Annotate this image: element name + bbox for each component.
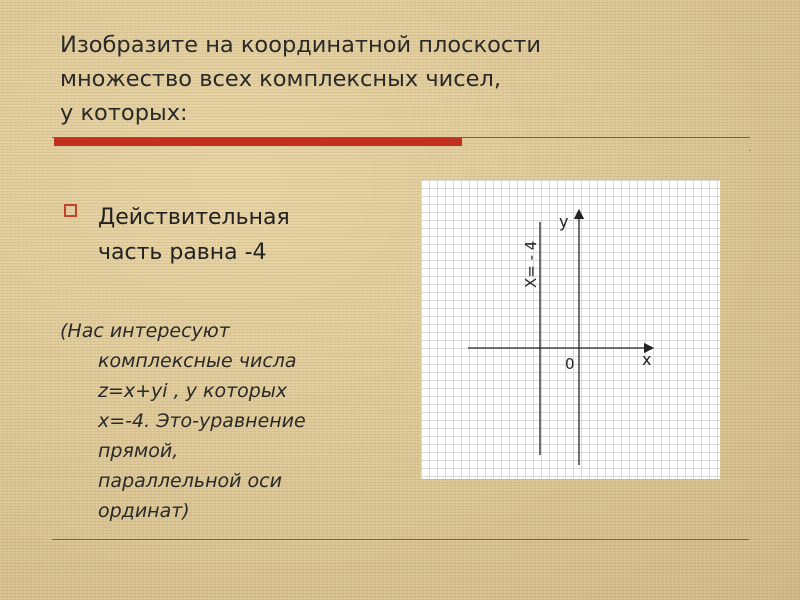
slide-title	[60, 28, 760, 130]
note-line-6: параллельной оси	[98, 470, 282, 492]
bullet-square-icon	[64, 204, 77, 217]
title-line-1: Изобразите на координатной плоскости	[60, 32, 541, 58]
line-equation-label: X= - 4	[522, 240, 540, 288]
note-line-4: x=-4. Это-уравнение	[98, 410, 306, 432]
note-line-3: z=x+yi , у которых	[98, 380, 288, 402]
origin-label: 0	[565, 355, 575, 373]
title-divider-thick	[54, 138, 462, 146]
bullet-line-2: часть равна -4	[98, 240, 267, 265]
bullet-line-1: Действительная	[98, 205, 290, 230]
bottom-divider	[52, 539, 749, 540]
bullet-text	[98, 200, 408, 270]
explanation-note	[60, 316, 390, 526]
note-line-2: комплексные числа	[98, 350, 297, 372]
note-line-5: прямой,	[98, 440, 179, 462]
divider-end-mark: ·	[748, 146, 752, 157]
title-line-2: множество всех комплексных чисел,	[60, 66, 501, 92]
x-axis-label: x	[642, 350, 652, 369]
coordinate-plane-svg	[421, 180, 720, 479]
note-line-1: (Нас интересуют	[60, 320, 230, 342]
y-axis-label: y	[559, 212, 569, 231]
note-line-7: ординат)	[98, 500, 190, 522]
coordinate-plane	[421, 180, 720, 479]
title-line-3: у которых:	[60, 100, 188, 126]
